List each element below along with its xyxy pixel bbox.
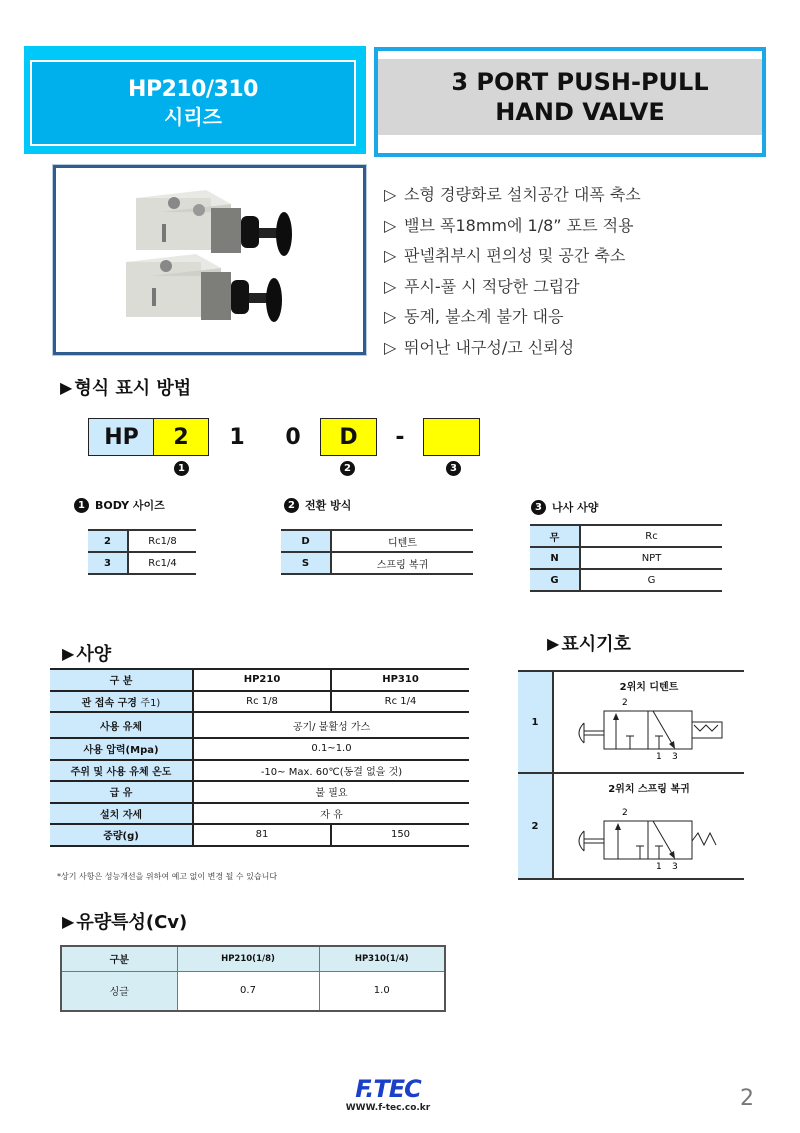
table-row: S 스프링 복귀 <box>281 552 473 574</box>
product-title-line2: HAND VALVE <box>495 98 665 126</box>
triangle-bullet-icon: ▷ <box>384 337 397 357</box>
table-row: G G <box>530 569 722 591</box>
product-title-line1: 3 PORT PUSH-PULL <box>451 68 709 96</box>
series-banner-inner <box>30 60 356 146</box>
table-row: 설치 자세 자 유 <box>50 803 469 825</box>
feature-item: ▷ 동계, 불소계 불가 대응 <box>384 302 641 333</box>
marker-3-icon: 3 <box>446 461 461 476</box>
code-body-size: 2 <box>153 418 209 456</box>
marker-2-icon: 2 <box>340 461 355 476</box>
triangle-bullet-icon: ▷ <box>384 246 397 265</box>
triangle-bullet-icon: ▷ <box>384 307 397 326</box>
flow-heading: ▶ 유량특성(Cv) <box>62 911 188 933</box>
product-title-box <box>374 47 766 157</box>
symbols-heading: ▶ 표시기호 <box>547 633 631 655</box>
marker-1-icon: 1 <box>174 461 189 476</box>
triangle-right-icon: ▶ <box>62 911 75 931</box>
switching-table <box>281 529 473 575</box>
body-size-table <box>88 529 196 575</box>
code-digit-1: 1 <box>229 424 245 450</box>
table-row: 중량(g) 81 150 <box>50 824 469 846</box>
flow-table <box>60 945 446 1012</box>
table-row: 사용 압력(Mpa) 0.1~1.0 <box>50 738 469 760</box>
marker-2-icon: 2 <box>284 498 299 513</box>
code-dash: - <box>395 424 405 450</box>
svg-text:2: 2 <box>622 808 628 818</box>
marker-1-icon: 1 <box>74 498 89 513</box>
triangle-right-icon: ▶ <box>547 633 560 653</box>
table-row: 1 2위치 디텐트 2 1 3 <box>518 671 744 773</box>
model-code-heading: ▶ 형식 표시 방법 <box>60 377 192 399</box>
svg-text:3: 3 <box>672 862 678 872</box>
table-row: 사용 유체 공기/ 불활성 가스 <box>50 712 469 738</box>
switching-heading: 2 전환 방식 <box>284 497 351 513</box>
triangle-right-icon: ▶ <box>60 377 73 397</box>
table-row: 구분 HP210(1/8) HP310(1/4) <box>61 946 445 971</box>
series-subtitle: 시리즈 <box>164 105 222 129</box>
triangle-right-icon: ▶ <box>62 643 75 663</box>
brand-url: WWW.f-tec.co.kr <box>345 1103 431 1113</box>
body-size-heading: 1 BODY 사이즈 <box>74 497 165 513</box>
code-thread <box>423 418 480 456</box>
spring-return-valve-symbol-icon <box>554 795 744 873</box>
code-digit-0: 0 <box>285 424 301 450</box>
table-row: 급 유 불 필요 <box>50 781 469 803</box>
table-row: 3 Rc1/4 <box>88 552 196 574</box>
feature-list <box>384 180 641 363</box>
thread-table <box>530 524 722 592</box>
spec-table <box>50 668 469 847</box>
svg-text:3: 3 <box>672 752 678 762</box>
code-switching: D <box>320 418 377 456</box>
detent-valve-symbol-icon <box>554 693 744 763</box>
triangle-bullet-icon: ▷ <box>384 276 397 296</box>
table-row: 싱글 0.7 1.0 <box>61 971 445 1011</box>
thread-heading: 3 나사 사양 <box>531 499 598 515</box>
series-title: HP210/310 <box>128 77 258 102</box>
feature-item: ▷ 뛰어난 내구성/고 신뢰성 <box>384 333 641 364</box>
page-number: 2 <box>740 1086 754 1111</box>
marker-3-icon: 3 <box>531 500 546 515</box>
table-row: 구 분 HP210 HP310 <box>50 669 469 691</box>
product-title-band <box>378 59 762 135</box>
spec-heading: ▶ 사양 <box>62 643 112 665</box>
spec-footnote: *상기 사항은 성능개선을 위하여 예고 없이 변경 될 수 있습니다 <box>57 872 278 881</box>
ftec-logo <box>338 1076 438 1126</box>
svg-text:1: 1 <box>656 862 662 872</box>
feature-item: ▷ 푸시-풀 시 적당한 그립감 <box>384 272 641 303</box>
svg-text:1: 1 <box>656 752 662 762</box>
product-photo <box>53 165 366 355</box>
table-row: 2 2위치 스프링 복귀 2 1 3 <box>518 773 744 879</box>
symbols-table <box>518 670 744 880</box>
table-row: D 디텐트 <box>281 530 473 552</box>
brand-name: F.TEC <box>355 1075 421 1103</box>
triangle-bullet-icon: ▷ <box>384 215 397 235</box>
series-banner <box>24 46 366 154</box>
feature-item: ▷ 판넬취부시 편의성 및 공간 축소 <box>384 241 641 272</box>
table-row: 주위 및 사용 유체 온도 -10~ Max. 60℃(동결 없을 것) <box>50 760 469 782</box>
table-row: 2 Rc1/8 <box>88 530 196 552</box>
table-row: 관 접속 구경 주1) Rc 1/8 Rc 1/4 <box>50 691 469 713</box>
feature-item: ▷ 소형 경량화로 설치공간 대폭 축소 <box>384 180 641 211</box>
triangle-bullet-icon: ▷ <box>384 185 397 204</box>
code-prefix: HP <box>88 418 154 456</box>
table-row: N NPT <box>530 547 722 569</box>
feature-item: ▷ 밸브 폭18mm에 1/8” 포트 적용 <box>384 211 641 242</box>
port-2-label: 2 <box>622 698 628 708</box>
valve-illustration-icon <box>56 168 363 352</box>
table-row: 무 Rc <box>530 525 722 547</box>
